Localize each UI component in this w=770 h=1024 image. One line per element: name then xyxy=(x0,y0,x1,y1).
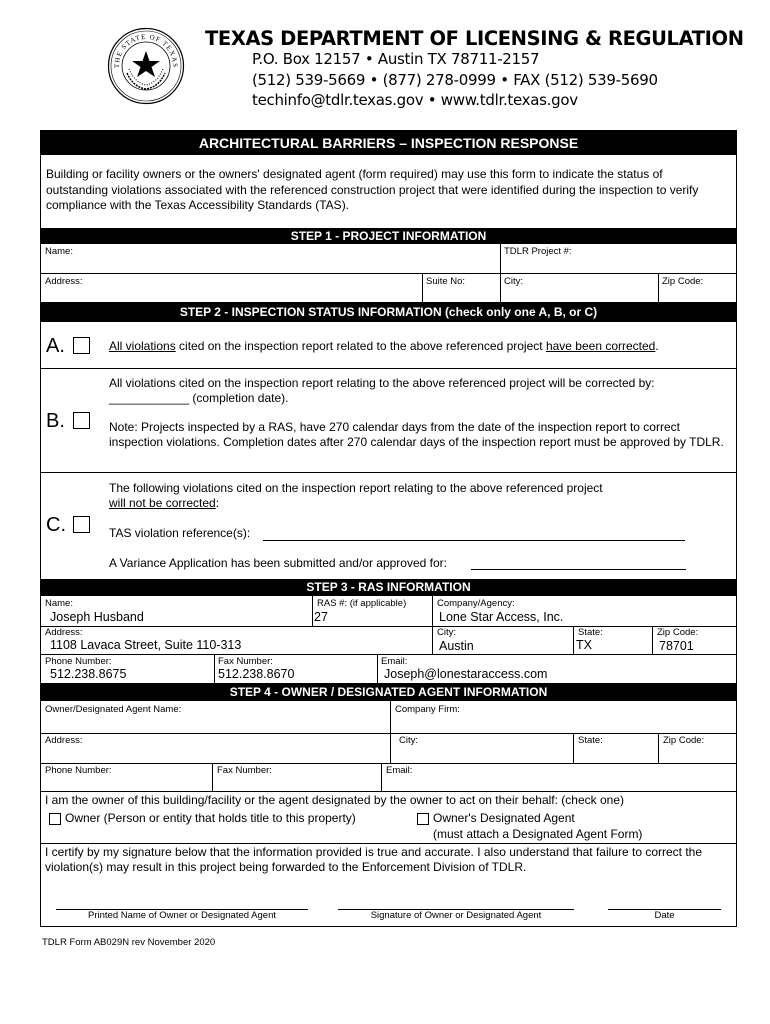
owner-name-label: Owner/Designated Agent Name: xyxy=(45,704,182,715)
ras-name-label: Name: xyxy=(45,598,73,609)
owner-zip-label: Zip Code: xyxy=(663,735,705,746)
ras-zip-label: Zip Code: xyxy=(657,627,699,638)
date-caption: Date xyxy=(654,910,675,921)
ras-address-label: Address: xyxy=(45,627,83,638)
ras-phone-label: Phone Number: xyxy=(45,656,112,667)
ras-city-label: City: xyxy=(437,627,456,638)
form-title: ARCHITECTURAL BARRIERS – INSPECTION RESPONSE xyxy=(41,131,736,155)
company-agency-value[interactable]: Lone Star Access, Inc. xyxy=(439,610,564,624)
variance-field[interactable] xyxy=(471,569,686,570)
variance-label: A Variance Application has been submitted and/or approved for: xyxy=(109,556,447,570)
step3-heading: STEP 3 - RAS INFORMATION xyxy=(41,579,736,596)
designated-agent-note: (must attach a Designated Agent Form) xyxy=(433,827,643,841)
form-footer: TDLR Form AB029N rev November 2020 xyxy=(42,937,216,948)
tdlr-project-label: TDLR Project #: xyxy=(504,246,572,257)
option-a-checkbox[interactable] xyxy=(73,337,90,354)
ras-state-label: State: xyxy=(578,627,603,638)
ras-number-value[interactable]: 27 xyxy=(314,610,328,624)
option-c-text: The following violations cited on the inspection report relating to the above referenced project will not be corrected: xyxy=(109,481,603,510)
company-firm-label: Company Firm: xyxy=(395,704,460,715)
ras-state-value[interactable]: TX xyxy=(576,638,592,652)
agency-name: TEXAS DEPARTMENT OF LICENSING & REGULATION xyxy=(205,27,744,50)
texas-state-seal-icon xyxy=(107,27,185,105)
option-a-text: All violations cited on the inspection report related to the above referenced project have been corrected. xyxy=(109,339,659,353)
option-c-checkbox[interactable] xyxy=(73,516,90,533)
step2-heading: STEP 2 - INSPECTION STATUS INFORMATION (check only one A, B, or C) xyxy=(41,302,736,322)
ras-phone-value[interactable]: 512.238.8675 xyxy=(50,667,127,681)
project-name-label: Name: xyxy=(45,246,73,257)
designated-agent-option-label: Owner's Designated Agent xyxy=(433,811,575,825)
tas-violation-field[interactable] xyxy=(263,540,685,541)
tas-violation-label: TAS violation reference(s): xyxy=(109,526,251,540)
option-b-letter: B. xyxy=(46,410,65,432)
project-suite-label: Suite No: xyxy=(426,276,466,287)
inspection-response-form xyxy=(40,130,737,927)
ras-fax-label: Fax Number: xyxy=(218,656,273,667)
company-agency-label: Company/Agency: xyxy=(437,598,515,609)
step1-heading: STEP 1 - PROJECT INFORMATION xyxy=(41,228,736,244)
printed-name-caption: Printed Name of Owner or Designated Agent xyxy=(88,910,276,921)
signature-caption: Signature of Owner or Designated Agent xyxy=(370,910,542,921)
owner-option-label: Owner (Person or entity that holds title to this property) xyxy=(65,811,356,825)
ras-address-value[interactable]: 1108 Lavaca Street, Suite 110-313 xyxy=(50,638,242,652)
owner-phone-label: Phone Number: xyxy=(45,765,112,776)
owner-checkbox[interactable] xyxy=(49,813,61,825)
owner-statement: I am the owner of this building/facility or the agent designated by the owner to act on their behalf: (check one) xyxy=(45,793,625,807)
ras-email-value[interactable]: Joseph@lonestaraccess.com xyxy=(384,667,548,681)
step4-heading: STEP 4 - OWNER / DESIGNATED AGENT INFORMATION xyxy=(41,683,736,701)
certification-text: I certify by my signature below that the information provided is true and accurate. I also understand that failure to correct the violation(s) may result in this project being forwarded to the Enforcement Division of TDLR. xyxy=(45,845,703,874)
option-c-letter: C. xyxy=(46,514,66,536)
svg-text:THE STATE OF TEXAS: THE STATE OF TEXAS xyxy=(112,32,180,69)
owner-fax-label: Fax Number: xyxy=(217,765,272,776)
project-zip-label: Zip Code: xyxy=(662,276,704,287)
ras-number-label: RAS #: (if applicable) xyxy=(317,598,407,609)
option-b-note: Note: Projects inspected by a RAS, have 270 calendar days from the date of the inspection report to correct inspection violations. Completion dates after 270 calendar days of the inspection report must be approved by TDLR. xyxy=(109,420,724,449)
form-intro: Building or facility owners or the owners' designated agent (form required) may use this form to indicate the status of outstanding violations associated with the referenced construction project that were identified during the inspection to verify compliance with the Texas Accessibility Standards (TAS). xyxy=(46,167,699,212)
ras-zip-value[interactable]: 78701 xyxy=(659,639,694,653)
agency-address: P.O. Box 12157 • Austin TX 78711-2157 xyxy=(252,50,540,68)
agency-web: techinfo@tdlr.texas.gov • www.tdlr.texas.gov xyxy=(252,91,578,109)
owner-city-label: City: xyxy=(399,735,418,746)
ras-city-value[interactable]: Austin xyxy=(439,639,474,653)
owner-email-label: Email: xyxy=(386,765,413,776)
agency-phones: (512) 539-5669 • (877) 278-0999 • FAX (512) 539-5690 xyxy=(252,71,658,89)
project-city-label: City: xyxy=(504,276,523,287)
designated-agent-checkbox[interactable] xyxy=(417,813,429,825)
owner-state-label: State: xyxy=(578,735,603,746)
owner-address-label: Address: xyxy=(45,735,83,746)
option-b-checkbox[interactable] xyxy=(73,412,90,429)
letterhead xyxy=(0,0,770,125)
project-address-label: Address: xyxy=(45,276,83,287)
ras-email-label: Email: xyxy=(381,656,408,667)
option-b-text: All violations cited on the inspection report relating to the above referenced project will be corrected by: ____________ (completion date). xyxy=(109,376,655,405)
ras-name-value[interactable]: Joseph Husband xyxy=(50,610,144,624)
option-a-letter: A. xyxy=(46,335,65,357)
ras-fax-value[interactable]: 512.238.8670 xyxy=(218,667,295,681)
